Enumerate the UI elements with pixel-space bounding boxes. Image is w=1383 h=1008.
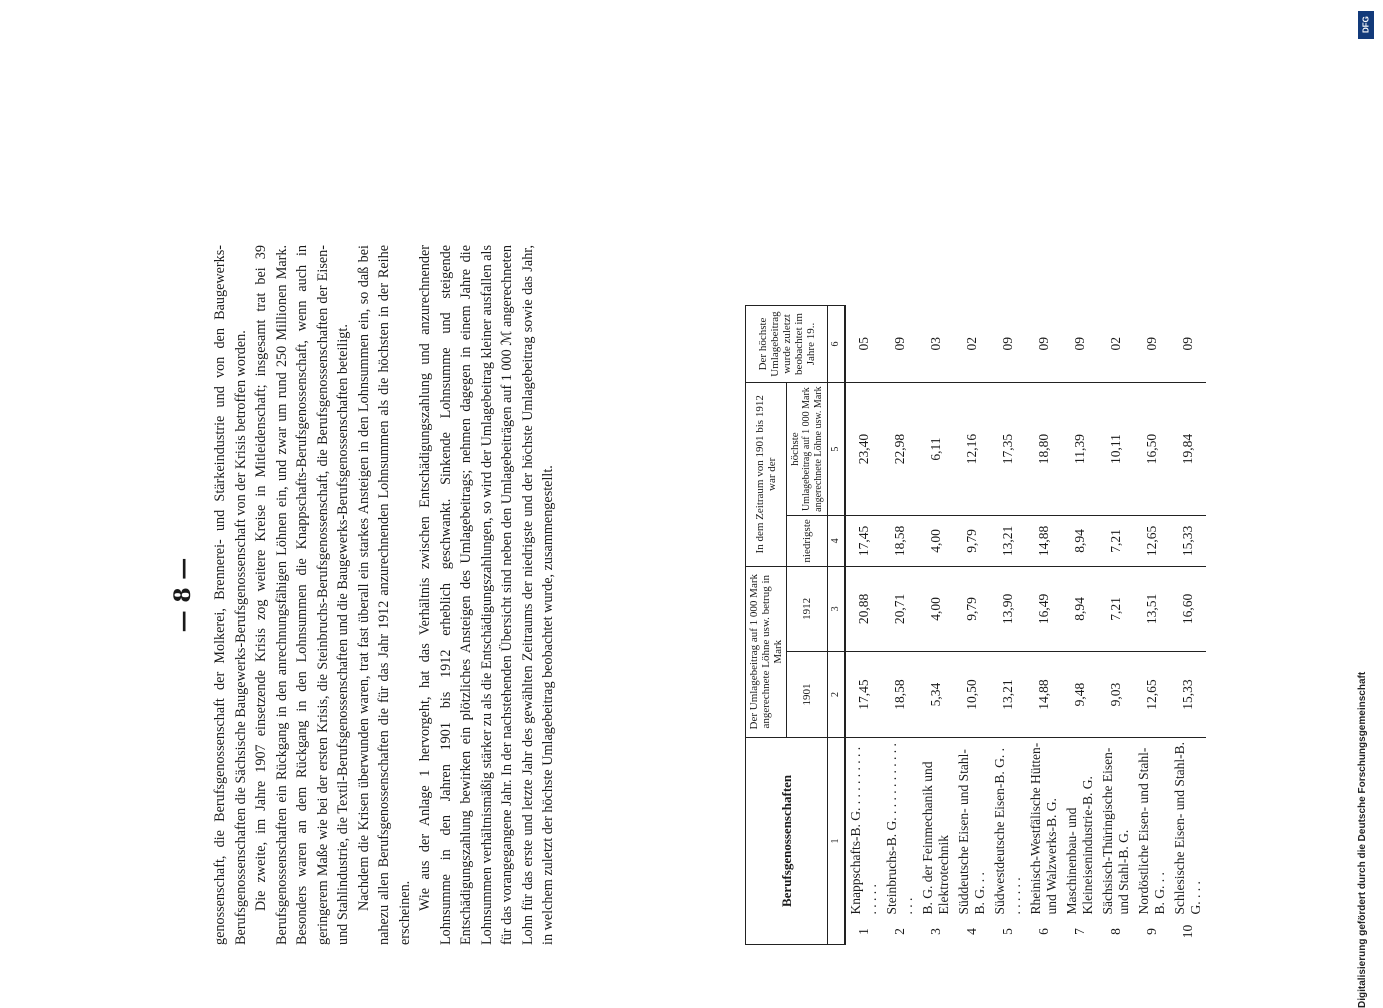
value-1901: 12,65 <box>1134 652 1170 738</box>
value-highest: 17,35 <box>990 383 1026 516</box>
table-row <box>1098 306 1134 945</box>
value-year: 09 <box>990 306 1026 383</box>
column-number: 4 <box>828 516 846 566</box>
header-umlagebeitrag: Der Umlagebeitrag auf 1 000 Mark angerechnete Löhne usw. betrug in Mark <box>746 566 787 737</box>
column-number: 5 <box>828 383 846 516</box>
header-1912: 1912 <box>787 566 828 652</box>
table-row <box>845 306 882 945</box>
table-row <box>1170 306 1206 945</box>
value-1912: 16,49 <box>1026 566 1062 652</box>
row-number: 7 <box>1072 928 1087 935</box>
value-year: 09 <box>1062 306 1098 383</box>
table-row <box>918 306 954 945</box>
table-row <box>1026 306 1062 945</box>
contribution-table <box>745 305 1206 945</box>
value-year: 09 <box>882 306 918 383</box>
value-1912: 13,51 <box>1134 566 1170 652</box>
row-number: 6 <box>1036 928 1051 935</box>
row-name: Süddeutsche Eisen- und Stahl-B. G. . . <box>956 749 987 915</box>
page-number: — 8 — <box>170 557 196 633</box>
value-year: 09 <box>1170 306 1206 383</box>
value-1901: 18,58 <box>882 652 918 738</box>
value-1912: 4,00 <box>918 566 954 652</box>
header-zeitraum <box>746 383 787 567</box>
row-number: 2 <box>892 928 907 935</box>
header-hoechste-label: höchste <box>789 432 801 466</box>
value-highest: 18,80 <box>1026 383 1062 516</box>
paragraph: Nachdem die Krisen überwunden waren, trat fast überall ein starkes Ansteigen in den Lohnsummen ein, so daß bei nahezu allen Berufsgenossenschaften die für das Jahr 1912 anzurechnenden Lohnsummen als die höchsten in der Reihe erscheinen. <box>355 245 413 945</box>
dfg-notice: Digitalisierung gefördert durch die Deutsche Forschungsgemeinschaft <box>1357 671 1368 1008</box>
value-1912: 13,90 <box>990 566 1026 652</box>
table-row <box>990 306 1026 945</box>
value-year: 02 <box>954 306 990 383</box>
value-highest: 11,39 <box>1062 383 1098 516</box>
header-hoechste <box>787 383 828 516</box>
rotated-page <box>170 245 1270 945</box>
header-zeitraum-title: In dem Zeitraum von 1901 bis 1912 war der <box>754 395 778 554</box>
header-niedrigste: niedrigste <box>787 516 828 566</box>
row-name: Maschinenbau- und Kleineisenindustrie-B. G. <box>1064 776 1095 915</box>
body-text <box>210 245 559 945</box>
value-lowest: 15,33 <box>1170 516 1206 566</box>
value-lowest: 9,79 <box>954 516 990 566</box>
value-lowest: 18,58 <box>882 516 918 566</box>
row-name: Rheinisch-Westfälische Hütten- und Walzwerks-B. G. <box>1028 742 1059 915</box>
value-1901: 10,50 <box>954 652 990 738</box>
value-1901: 13,21 <box>990 652 1026 738</box>
column-number: 2 <box>828 652 846 738</box>
paragraph: Wie aus der Anlage 1 hervorgeht, hat das Verhältnis zwischen Entschädigungszahlung und anzurechnender Lohnsumme in den Jahren 1901 bis 1912 erheblich geschwankt. Sinkende Lohnsumme und steigende Entschädigungszahlung bewirken ein plötzliches Ansteigen des Umlagebeitrags; nehmen dagegen in einem Jahre die Lohnsummen verhältnismäßig stärker zu als die Entschädigungszahlungen, so wird der Umlagebeitrag kleiner ausfallen als für das vorangegangene Jahr. In der nachstehenden Übersicht sind neben den Umlagebeiträgen auf 1 000 ℳ angerechneten Lohn für das erste und letzte Jahr des gewählten Zeitraums der niedrigste und der höchste Umlagebeitrag sowie das Jahr, in welchem zuletzt der höchste Umlagebeitrag beobachtet wurde, zusammengestellt. <box>417 245 556 945</box>
value-year: 03 <box>918 306 954 383</box>
value-highest: 10,11 <box>1098 383 1134 516</box>
value-lowest: 12,65 <box>1134 516 1170 566</box>
paragraph: Die zweite, im Jahre 1907 einsetzende Krisis zog weitere Kreise in Mitleidenschaft; insgesamt trat bei 39 Berufsgenossenschaften ein Rückgang in den anrechnungsfähigen Löhnen ein, und zwar um rund 250 Millionen Mark. Besonders waren an dem Rückgang in den Lohnsummen die Knappschafts-Berufsgenossenschaft, wenn auch in geringerem Maße wie bei der ersten Krisis, die Steinbruchs-Berufsgenossenschaft, die Berufsgenossenschaften der Eisen- und Stahlindustrie, die Textil-Berufsgenossenschaften und die Baugewerks-Berufsgenossenschaften beteiligt. <box>253 245 351 945</box>
row-number: 4 <box>964 928 979 935</box>
value-1901: 14,88 <box>1026 652 1062 738</box>
row-number: 9 <box>1144 928 1159 935</box>
row-name: Steinbruchs-B. G. . . . . . . . . . . . . . . <box>884 743 915 915</box>
value-highest: 19,84 <box>1170 383 1206 516</box>
value-1901: 9,03 <box>1098 652 1134 738</box>
paragraph: genossenschaft, die Berufsgenossenschaft der Molkerei, Brennerei- und Stärkeindustrie und von den Baugewerks-Berufsgenossenschaften die Sächsische Baugewerks-Berufsgenossenschaft von der Krisis betroffen worden. <box>212 245 249 945</box>
value-1912: 16,60 <box>1170 566 1206 652</box>
column-number: 1 <box>828 737 846 944</box>
value-year: 05 <box>845 306 882 383</box>
column-number: 3 <box>828 566 846 652</box>
row-number: 3 <box>928 928 943 935</box>
value-lowest: 17,45 <box>845 516 882 566</box>
value-highest: 22,98 <box>882 383 918 516</box>
header-berufsgenossenschaften: Berufsgenossenschaften <box>746 737 828 944</box>
header-hoechste-jahr: Der höchste Umlagebeitrag wurde zuletzt beobachtet im Jahre 19.. <box>746 306 828 383</box>
value-1912: 20,88 <box>845 566 882 652</box>
row-number: 1 <box>856 928 871 935</box>
row-name: Knappschafts-B. G. . . . . . . . . . . . . . . <box>848 746 879 915</box>
value-year: 02 <box>1098 306 1134 383</box>
row-name: Sächsisch-Thüringische Eisen- und Stahl-B. G. <box>1100 747 1131 915</box>
header-sub: Umlagebeitrag auf 1 000 Mark angerechnete Löhne usw. Mark <box>801 386 824 512</box>
row-name: Nordöstliche Eisen- und Stahl-B. G. . . <box>1136 747 1167 915</box>
table-row <box>954 306 990 945</box>
value-year: 09 <box>1134 306 1170 383</box>
table-row <box>882 306 918 945</box>
value-lowest: 14,88 <box>1026 516 1062 566</box>
value-highest: 12,16 <box>954 383 990 516</box>
value-lowest: 7,21 <box>1098 516 1134 566</box>
table-row <box>1134 306 1170 945</box>
value-highest: 16,50 <box>1134 383 1170 516</box>
column-number: 6 <box>828 306 846 383</box>
value-1912: 20,71 <box>882 566 918 652</box>
value-1912: 7,21 <box>1098 566 1134 652</box>
table-row <box>1062 306 1098 945</box>
row-number: 5 <box>1000 928 1015 935</box>
value-1912: 9,79 <box>954 566 990 652</box>
value-1901: 9,48 <box>1062 652 1098 738</box>
table-body <box>845 306 1206 945</box>
value-1901: 5,34 <box>918 652 954 738</box>
value-1912: 8,94 <box>1062 566 1098 652</box>
header-1901: 1901 <box>787 652 828 738</box>
row-number: 10 <box>1180 924 1195 939</box>
value-lowest: 4,00 <box>918 516 954 566</box>
dfg-sidebar <box>1357 8 1377 1008</box>
value-lowest: 8,94 <box>1062 516 1098 566</box>
row-name: B. G. der Feinmechanik und Elektrotechnik <box>920 761 951 915</box>
value-highest: 23,40 <box>845 383 882 516</box>
value-1901: 15,33 <box>1170 652 1206 738</box>
row-number: 8 <box>1108 928 1123 935</box>
value-lowest: 13,21 <box>990 516 1026 566</box>
row-name: Schlesische Eisen- und Stahl-B. G. . . . <box>1172 742 1203 915</box>
value-1901: 17,45 <box>845 652 882 738</box>
dfg-logo: DFG <box>1358 11 1374 39</box>
value-highest: 6,11 <box>918 383 954 516</box>
value-year: 09 <box>1026 306 1062 383</box>
row-name: Südwestdeutsche Eisen-B. G. . . . . . . . <box>992 748 1023 915</box>
